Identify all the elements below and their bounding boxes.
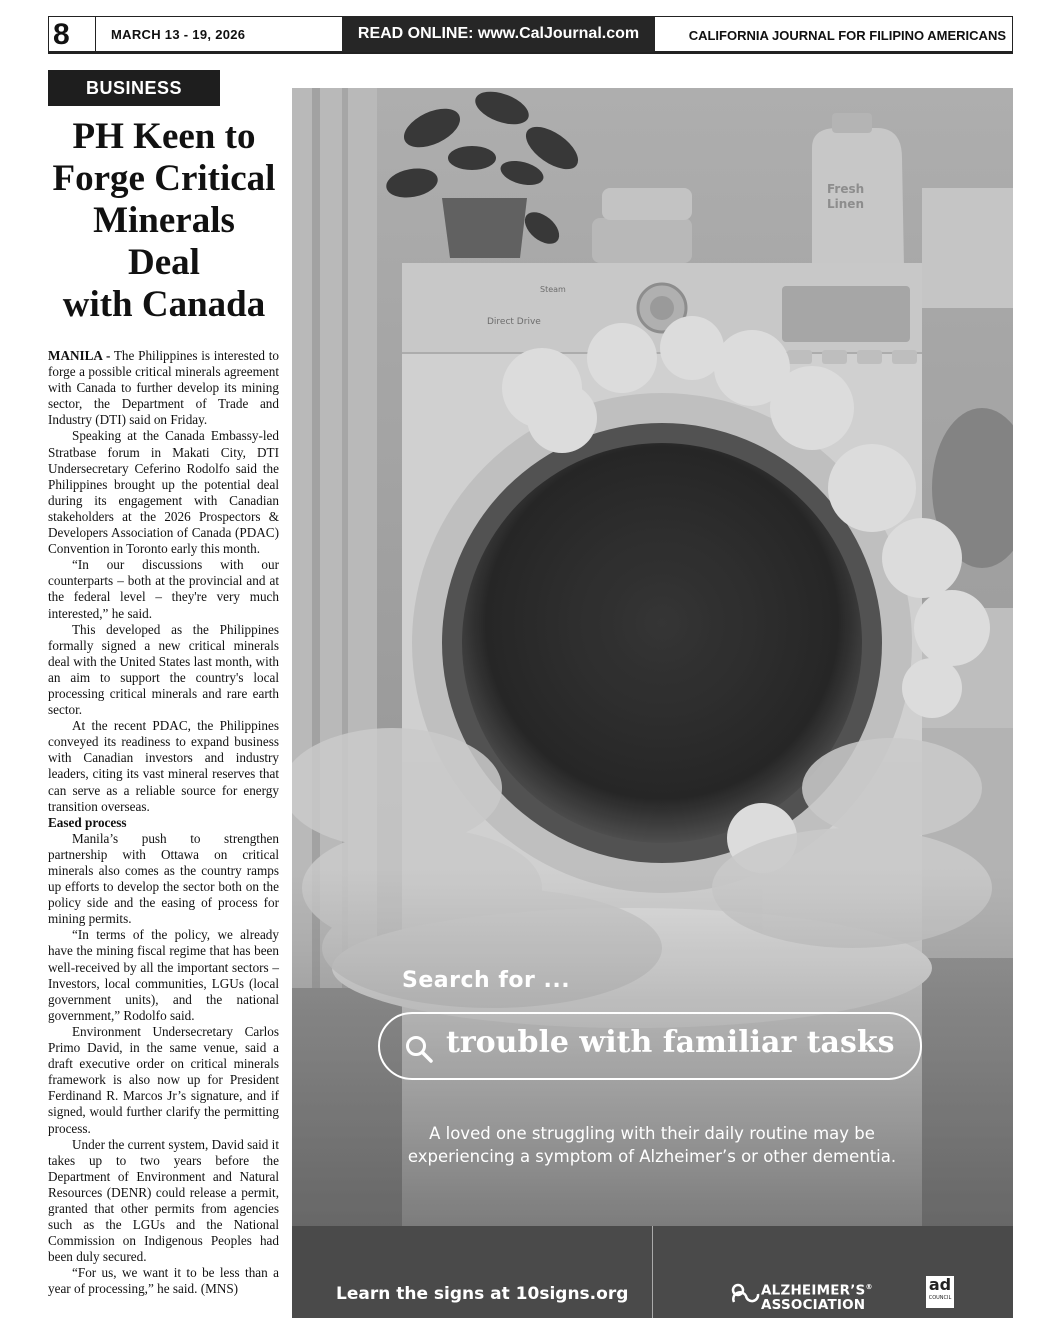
article-paragraph: Under the current system, David said it takes up to two years before the Department of Environment and Natural Resources (DENR) could release a permit, granted that other permits from agencies such as the LGUs and the National Commission on Indigenous Peoples had been duly secured. — [48, 1136, 279, 1265]
headline-line: Deal — [128, 242, 200, 283]
article-paragraph: At the recent PDAC, the Philippines conveyed its readiness to expand business with Canadian investors and industry leaders, citing its vast mineral reserves that can serve as a reliable source for energy transition overseas. — [48, 718, 279, 814]
issue-date: MARCH 13 - 19, 2026 — [111, 27, 246, 42]
section-label: BUSINESS — [48, 70, 220, 106]
ad-footer — [292, 1226, 1013, 1318]
page-header — [48, 16, 1013, 54]
article-subhead: Eased process — [48, 814, 127, 830]
ad-body-text: A loved one struggling with their daily routine may be experiencing a symptom of Alzheimer’s or other dementia. — [407, 1124, 897, 1166]
page-number: 8 — [53, 18, 70, 51]
publication-name: CALIFORNIA JOURNAL FOR FILIPINO AMERICANS — [688, 28, 1006, 43]
article-paragraph: MANILA - The Philippines is interested to forge a possible critical minerals agreement with Canada to further develop its mining sector, the Department of Trade and Industry (DTI) said on Friday. — [48, 348, 280, 428]
article-paragraph: This developed as the Philippines formally signed a new critical minerals deal with the United States last month, with an aim to support the country's local processing critical minerals and rare earth sector. — [48, 621, 279, 718]
washer-brand-label: Direct Drive — [487, 317, 541, 327]
detergent-label: Fresh — [827, 182, 865, 196]
ad-council-logo: ad COUNCIL — [926, 1276, 954, 1308]
ad-call-to-action[interactable]: Learn the signs at 10signs.org — [336, 1284, 629, 1304]
alzheimers-association-logo — [730, 1278, 880, 1313]
detergent-label: Linen — [827, 197, 864, 211]
ad-search-label: Search for ... — [402, 968, 571, 993]
headline-line: Forge Critical — [52, 158, 276, 199]
headline-line: PH Keen to — [72, 116, 256, 157]
article-paragraph: Environment Undersecretary Carlos Primo David, in the same venue, said a draft executive order on critical minerals framework is also now up for President Ferdinand R. Marcos Jr’s signature, and if signed, would further clarify the permitting process. — [48, 1023, 279, 1136]
registered-mark: ® — [865, 1283, 873, 1291]
alz-logo-line2: ASSOCIATION — [761, 1296, 866, 1313]
article-dateline: MANILA - — [48, 348, 111, 363]
ad-search-query: trouble with familiar tasks — [446, 1025, 895, 1060]
article-paragraph: “In our discussions with our counterparts – both at the provincial and at the federal level – they're very much interested,” he said. — [48, 557, 279, 621]
article-body — [48, 348, 279, 1298]
article-paragraph: Manila’s push to strengthen partnership with Ottawa on critical minerals also comes as the country ramps up efforts to develop the sector both on the policy side and the easing of process for mining permits. — [48, 830, 279, 927]
read-online-link[interactable]: READ ONLINE: www.CalJournal.com — [342, 16, 655, 52]
alzheimers-advertisement — [292, 88, 1013, 1318]
article-paragraph: Speaking at the Canada Embassy-led Stratbase forum in Makati City, DTI Undersecretary Ceferino Rodolfo said the Philippines brought up the potential deal during its engagement with Canadian stakeholders at the 2026 Prospectors & Developers Association of Canada (PDAC) Convention in Toronto early this month. — [48, 428, 279, 557]
headline-line: Minerals — [93, 200, 235, 241]
ad-footer-divider — [652, 1226, 653, 1318]
alz-logo-line1: ALZHEIMER’S — [761, 1282, 866, 1299]
ad-search-box — [378, 1012, 922, 1080]
search-icon — [404, 1034, 434, 1064]
alzheimers-logo-icon — [730, 1282, 760, 1306]
article-paragraph: “For us, we want it to be less than a year of processing,” he said. (MNS) — [48, 1265, 279, 1297]
headline-line: with Canada — [62, 284, 266, 325]
header-divider — [95, 17, 96, 53]
article-headline — [44, 116, 284, 326]
washer-steam-label: Steam — [540, 285, 566, 294]
article-paragraph: “In terms of the policy, we already have the mining fiscal regime that has been well-received by all the important sectors – Investors, local communities, LGUs (local government units), and the national government,” Rodolfo said. — [48, 927, 279, 1023]
